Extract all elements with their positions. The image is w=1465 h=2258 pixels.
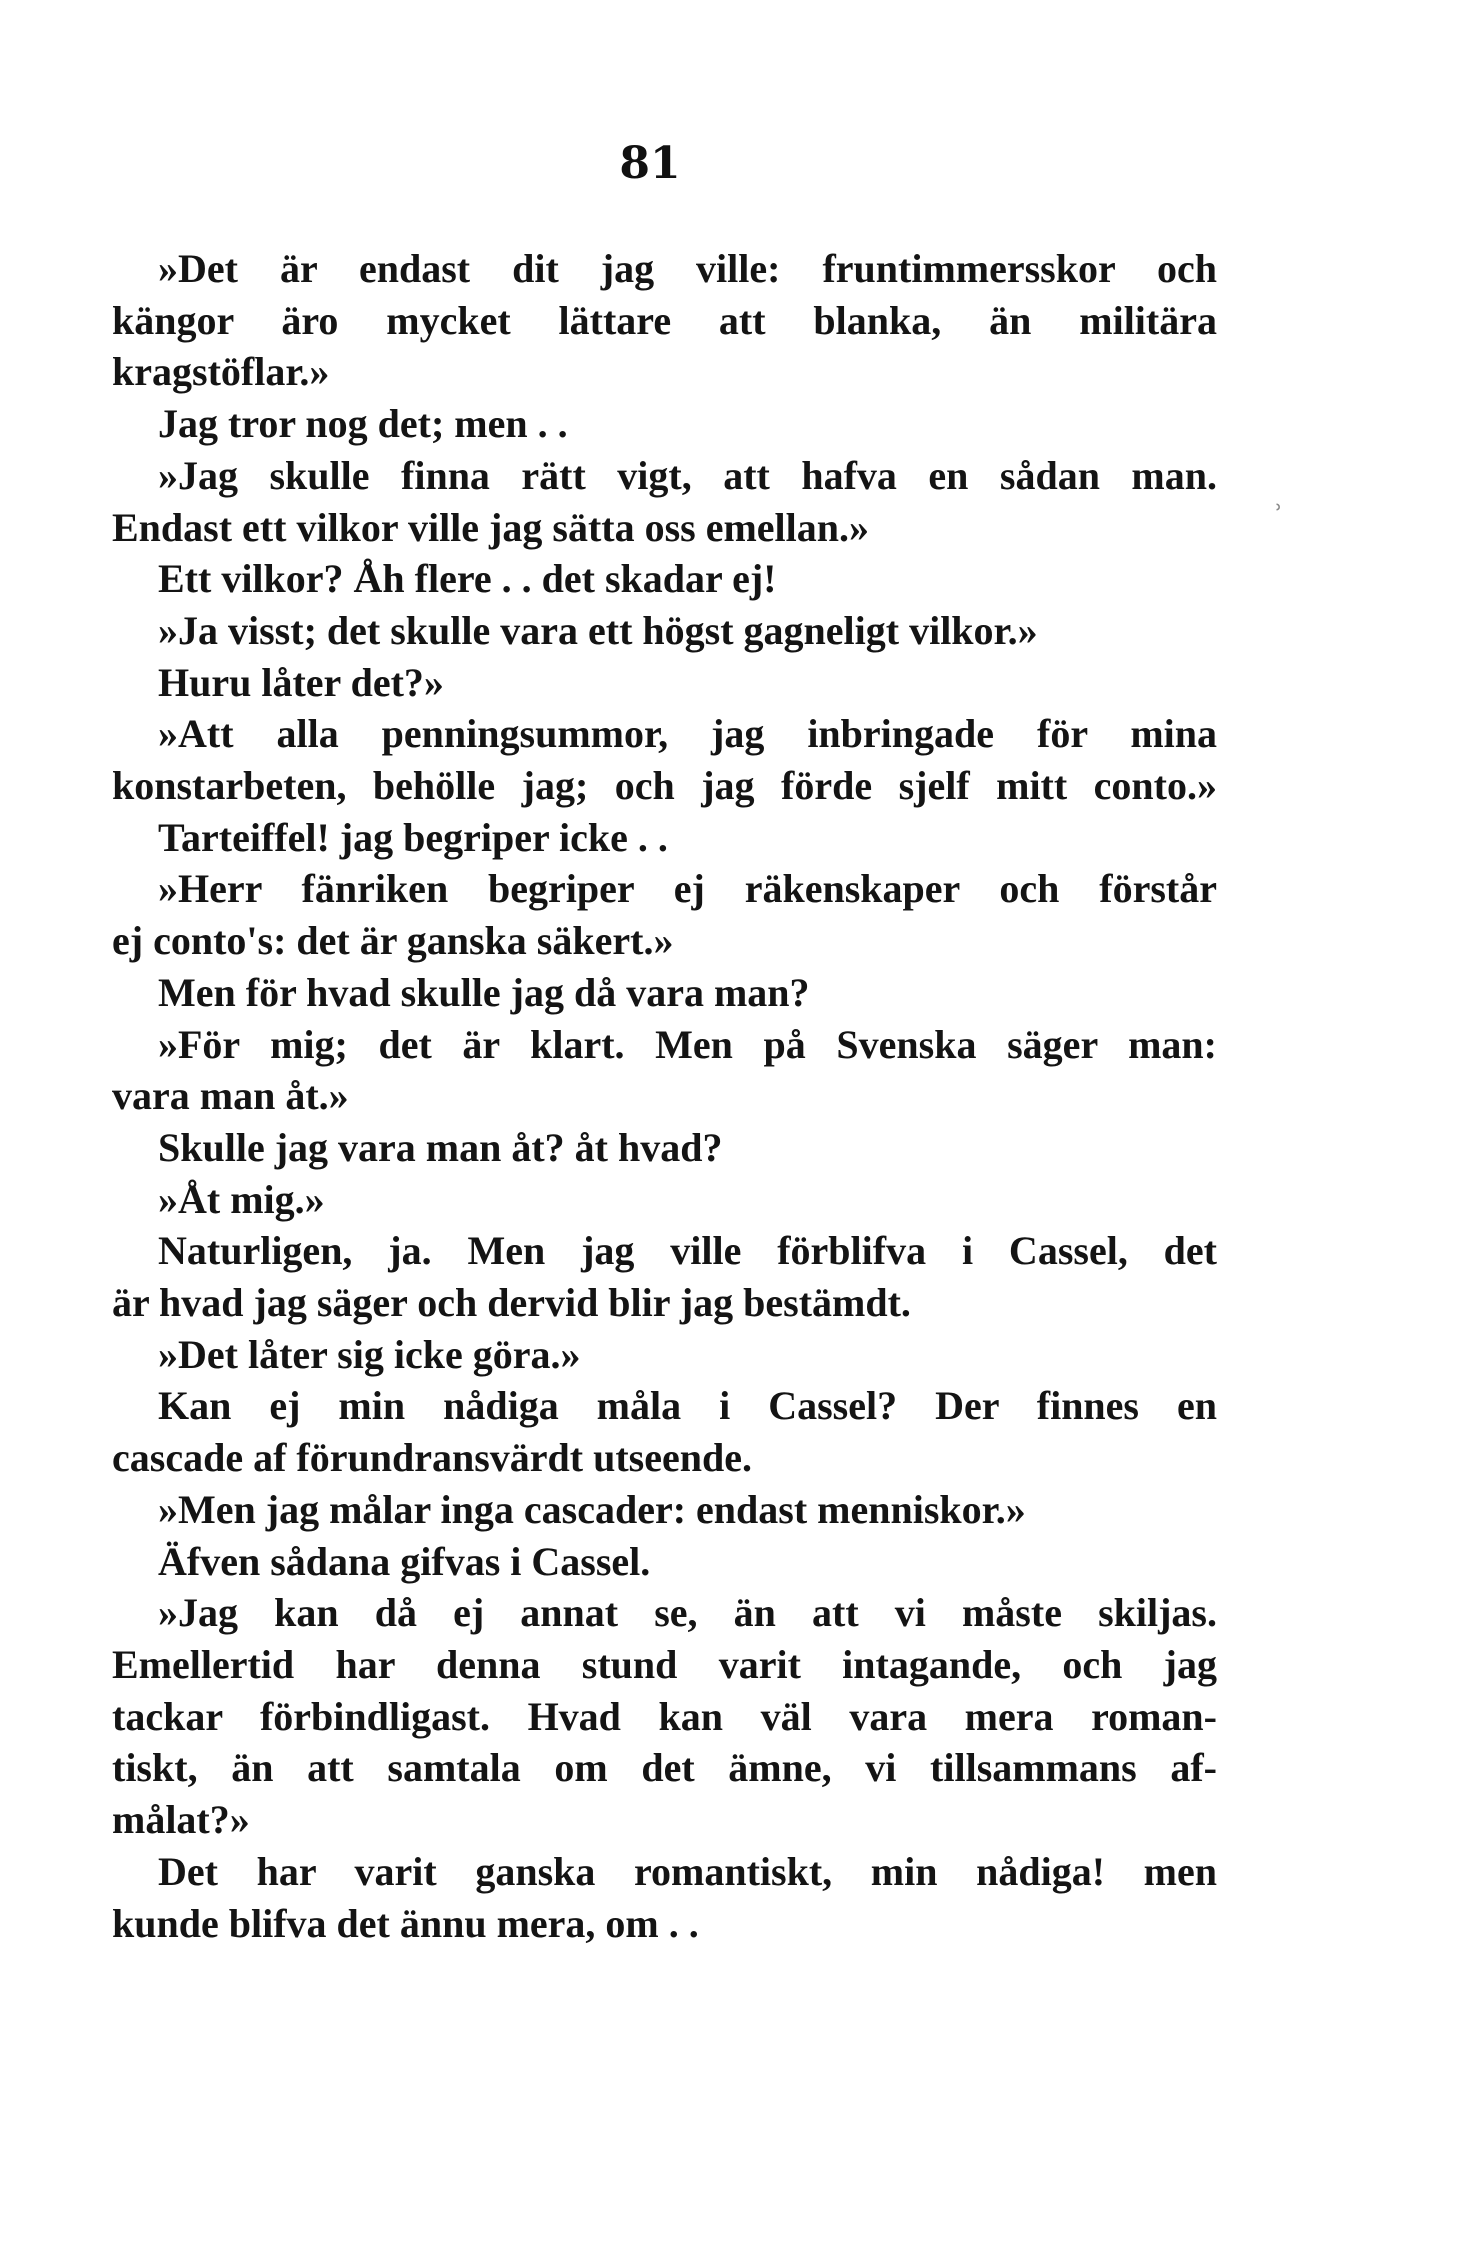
text-line: kragstöflar.» [112,349,330,395]
text-line: är hvad jag säger och dervid blir jag bestämdt. [112,1280,911,1326]
text-line: Det har varit ganska romantiskt, min nådiga! men [158,1848,1217,1894]
text-line: tackar förbindligast. Hvad kan väl vara mera roman- [112,1693,1217,1739]
text-line: ej conto's: det är ganska säkert.» [112,918,674,964]
text-line: »Det låter sig icke göra.» [158,1331,581,1377]
text-line: målat?» [112,1797,250,1843]
text-line: Skulle jag vara man åt? åt hvad? [158,1124,723,1170]
text-line: »För mig; det är klart. Men på Svenska säger man: [158,1021,1217,1067]
text-line: Naturligen, ja. Men jag ville förblifva i Cassel, det [158,1228,1217,1274]
text-line: konstarbeten, behölle jag; och jag förde sjelf mitt conto.» [112,763,1217,809]
body-text [112,243,1217,1949]
text-line: Kan ej min nådiga måla i Cassel? Der finnes en [158,1383,1217,1429]
text-line: Ett vilkor? Åh flere . . det skadar ej! [158,556,777,602]
text-line: cascade af förundransvärdt utseende. [112,1435,752,1481]
text-line: Endast ett vilkor ville jag sätta oss emellan.» [112,504,870,550]
text-line: »Jag skulle finna rätt vigt, att hafva en sådan man. [158,452,1217,498]
text-line: »Åt mig.» [158,1176,325,1222]
text-line: Äfven sådana gifvas i Cassel. [158,1538,651,1584]
text-line: »Ja visst; det skulle vara ett högst gagneligt vilkor.» [158,607,1038,653]
text-line: Jag tror nog det; men . . [158,401,568,447]
text-line: vara man åt.» [112,1073,349,1119]
text-line: kängor äro mycket lättare att blanka, än militära [112,297,1217,343]
text-line: kunde blifva det ännu mera, om . . [112,1900,699,1946]
text-line: »Det är endast dit jag ville: fruntimmersskor och [158,246,1217,291]
page-number: 81 [619,138,681,189]
text-line: »Att alla penningsummor, jag inbringade för mina [158,711,1217,757]
ink-speck: ʾ [1275,500,1283,530]
text-line: »Jag kan då ej annat se, än att vi måste skiljas. [158,1590,1217,1636]
text-line: »Men jag målar inga cascader: endast menniskor.» [158,1486,1026,1532]
text-line: Huru låter det?» [158,659,444,705]
text-line: Emellertid har denna stund varit intagande, och jag [112,1641,1217,1687]
text-line: Tarteiffel! jag begriper icke . . [158,814,668,860]
text-line: tiskt, än att samtala om det ämne, vi tillsammans af- [112,1745,1217,1791]
text-line: Men för hvad skulle jag då vara man? [158,969,810,1015]
text-line: »Herr fänriken begriper ej räkenskaper och förstår [158,866,1217,912]
